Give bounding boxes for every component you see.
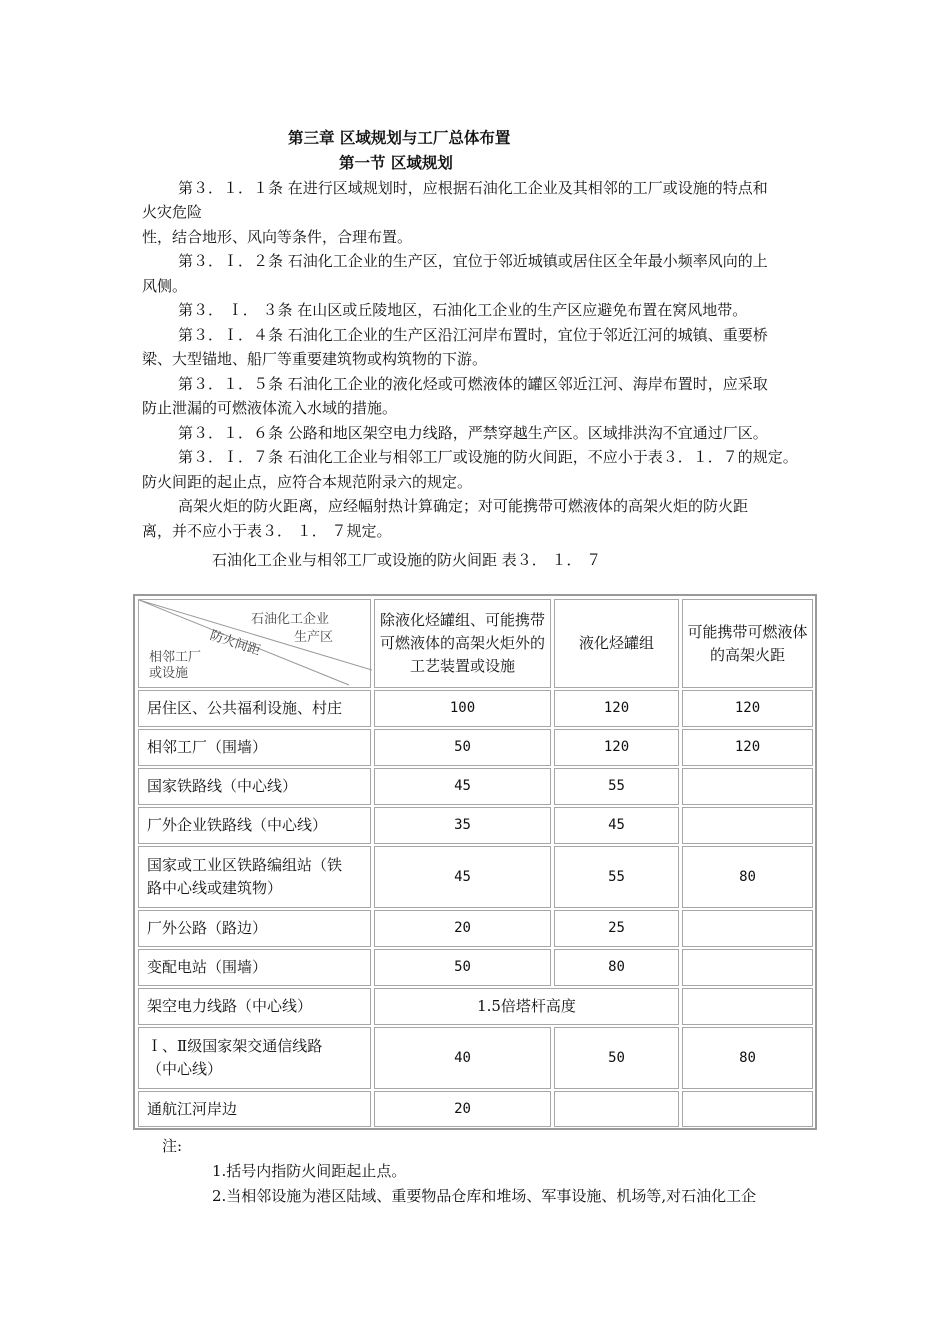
corner-top-label-2: 生产区 [294, 630, 334, 645]
article-2-line-1: 第３．Ｉ．２条 石油化工企业的生产区，宜位于邻近城镇或居住区全年最小频率风向的上 [178, 252, 768, 270]
row-label: Ｉ、Ⅱ级国家架交通信线路（中心线） [138, 1027, 371, 1089]
row-label: 国家铁路线（中心线） [138, 768, 371, 805]
table-cell: 80 [682, 1027, 813, 1089]
column-header: 除液化烃罐组、可能携带可燃液体的高架火炬外的工艺装置或设施 [374, 599, 551, 688]
article-4-line-2: 梁、大型锚地、船厂等重要建筑物或构筑物的下游。 [142, 350, 488, 368]
row-label: 国家或工业区铁路编组站（铁路中心线或建筑物） [138, 846, 371, 908]
article-8-line-1: 高架火炬的防火距离，应经幅射热计算确定；对可能携带可燃液体的高架火炬的防火距 [178, 497, 749, 515]
table-cell: 120 [682, 690, 813, 727]
row-label: 通航江河岸边 [138, 1091, 371, 1127]
article-3-line-1: 第３． Ｉ． ３条 在山区或丘陵地区，石油化工企业的生产区应避免布置在窝风地带。 [178, 301, 748, 319]
row-label: 厂外公路（路边） [138, 910, 371, 947]
note-item: 2.当相邻设施为港区陆域、重要物品仓库和堆场、军事设施、机场等,对石油化工企 [212, 1187, 757, 1205]
section-title: 第一节 区域规划 [339, 153, 453, 172]
corner-bottom-label: 相邻工厂 [149, 650, 202, 665]
table-cell: 80 [554, 949, 679, 986]
table-cell: 50 [374, 729, 551, 766]
table-cell [682, 768, 813, 805]
article-5-line-1: 第３．１．５条 石油化工企业的液化烃或可燃液体的罐区邻近江河、海岸布置时，应采取 [178, 375, 768, 393]
table-cell: 25 [554, 910, 679, 947]
table-cell: 40 [374, 1027, 551, 1089]
table-cell: 80 [682, 846, 813, 908]
row-label: 居住区、公共福利设施、村庄 [138, 690, 371, 727]
table-cell: 120 [554, 729, 679, 766]
corner-header-cell [138, 599, 371, 688]
table-cell [682, 949, 813, 986]
article-1-line-3: 性，结合地形、风向等条件，合理布置。 [142, 228, 413, 246]
article-6-line-1: 第３．１．６条 公路和地区架空电力线路，严禁穿越生产区。区域排洪沟不宜通过厂区。 [178, 424, 768, 442]
note-item: 1.括号内指防火间距起止点。 [212, 1162, 407, 1180]
table-cell: 50 [374, 949, 551, 986]
article-8-line-2: 离，并不应小于表３． １． ７规定。 [142, 522, 392, 540]
table-cell: 35 [374, 807, 551, 844]
row-label: 架空电力线路（中心线） [138, 988, 371, 1025]
article-4-line-1: 第３．Ｉ．４条 石油化工企业的生产区沿江河岸布置时，宜位于邻近江河的城镇、重要桥 [178, 326, 768, 344]
fire-distance-table [133, 594, 817, 1130]
article-7-line-1: 第３．Ｉ．７条 石油化工企业与相邻工厂或设施的防火间距，不应小于表３．１．７的规定。 [178, 448, 798, 466]
row-label: 变配电站（围墙） [138, 949, 371, 986]
column-header: 可能携带可燃液体的高架火距 [682, 599, 813, 688]
corner-top-label: 石油化工企业 [251, 612, 330, 627]
article-7-line-2: 防火间距的起止点，应符合本规范附录六的规定。 [142, 473, 473, 491]
chapter-title: 第三章 区域规划与工厂总体布置 [288, 128, 511, 147]
table-caption: 石油化工企业与相邻工厂或设施的防火间距 表３． １． ７ [212, 551, 602, 569]
article-5-line-2: 防止泄漏的可燃液体流入水域的措施。 [142, 399, 398, 417]
table-cell: 45 [374, 768, 551, 805]
row-label: 厂外企业铁路线（中心线） [138, 807, 371, 844]
corner-middle-label: 防火间距 [207, 628, 263, 659]
table-cell: 100 [374, 690, 551, 727]
merged-cell: 1.5倍塔杆高度 [374, 988, 679, 1025]
article-2-line-2: 风侧。 [142, 277, 188, 295]
row-label: 相邻工厂（围墙） [138, 729, 371, 766]
table-cell: 50 [554, 1027, 679, 1089]
table-cell [554, 1091, 679, 1127]
table-cell: 55 [554, 846, 679, 908]
table-cell [682, 1091, 813, 1127]
table-cell [682, 910, 813, 947]
table-cell: 120 [554, 690, 679, 727]
column-header: 液化烃罐组 [554, 599, 679, 688]
table-cell: 45 [554, 807, 679, 844]
table-cell: 20 [374, 910, 551, 947]
table-cell: 55 [554, 768, 679, 805]
article-1-line-2: 火灾危险 [142, 203, 203, 221]
table-cell [682, 988, 813, 1025]
table-cell: 120 [682, 729, 813, 766]
table-cell: 45 [374, 846, 551, 908]
table-cell: 20 [374, 1091, 551, 1127]
notes-heading: 注: [162, 1137, 183, 1155]
table-cell [682, 807, 813, 844]
corner-bottom-label-2: 或设施 [149, 666, 189, 681]
article-1-line-1: 第３．１．１条 在进行区域规划时，应根据石油化工企业及其相邻的工厂或设施的特点和 [178, 179, 768, 197]
